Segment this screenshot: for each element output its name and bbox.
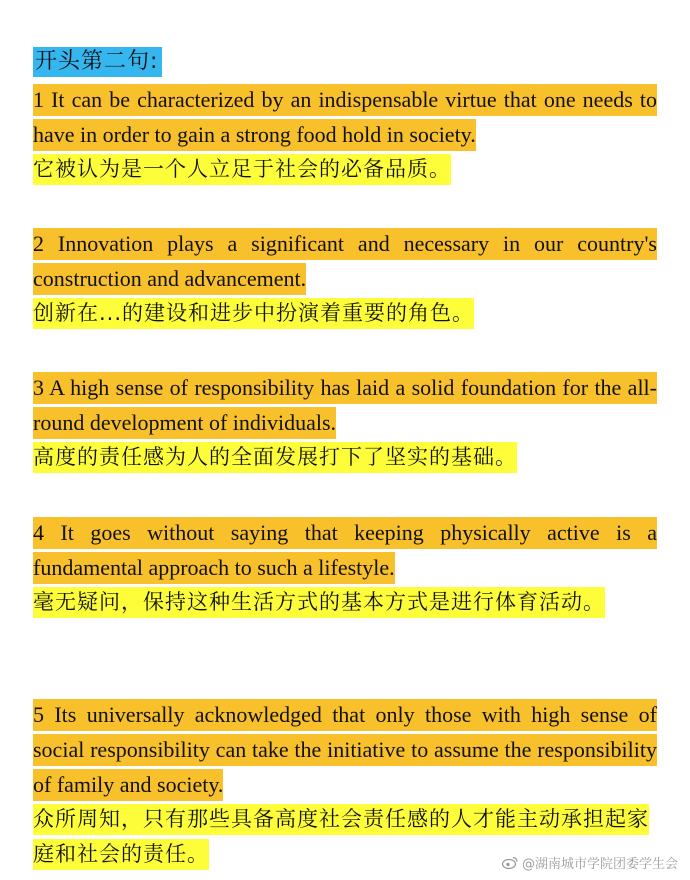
english-sentence: 2 Innovation plays a significant and necessary in our country's construction and advancement. <box>33 226 657 296</box>
chinese-translation: 创新在...的建设和进步中扮演着重要的角色。 <box>33 296 657 331</box>
english-sentence: 3 A high sense of responsibility has laid a solid foundation for the all-round development of individuals. <box>33 370 657 440</box>
sentence-item-4 <box>33 515 657 620</box>
english-sentence: 1 It can be characterized by an indispensable virtue that one needs to have in order to gain a strong food hold in society. <box>33 82 657 152</box>
sentence-item-5 <box>33 697 657 872</box>
chinese-translation: 众所周知，只有那些具备高度社会责任感的人才能主动承担起家庭和社会的责任。 <box>33 802 657 872</box>
sentence-item-3 <box>33 370 657 475</box>
sentence-item-1 <box>33 82 657 187</box>
watermark <box>502 853 678 872</box>
chinese-translation: 毫无疑问，保持这种生活方式的基本方式是进行体育活动。 <box>33 585 657 620</box>
english-sentence: 4 It goes without saying that keeping physically active is a fundamental approach to such a lifestyle. <box>33 515 657 585</box>
section-heading: 开头第二句: <box>33 47 162 77</box>
chinese-translation: 它被认为是一个人立足于社会的必备品质。 <box>33 152 657 187</box>
english-sentence: 5 Its universally acknowledged that only those with high sense of social responsibility can take the initiative to assume the responsibility of family and society. <box>33 697 657 802</box>
weibo-icon <box>502 856 518 869</box>
sentence-item-2 <box>33 226 657 331</box>
watermark-text: @湖南城市学院团委学生会 <box>521 857 678 872</box>
chinese-translation: 高度的责任感为人的全面发展打下了坚实的基础。 <box>33 440 657 475</box>
